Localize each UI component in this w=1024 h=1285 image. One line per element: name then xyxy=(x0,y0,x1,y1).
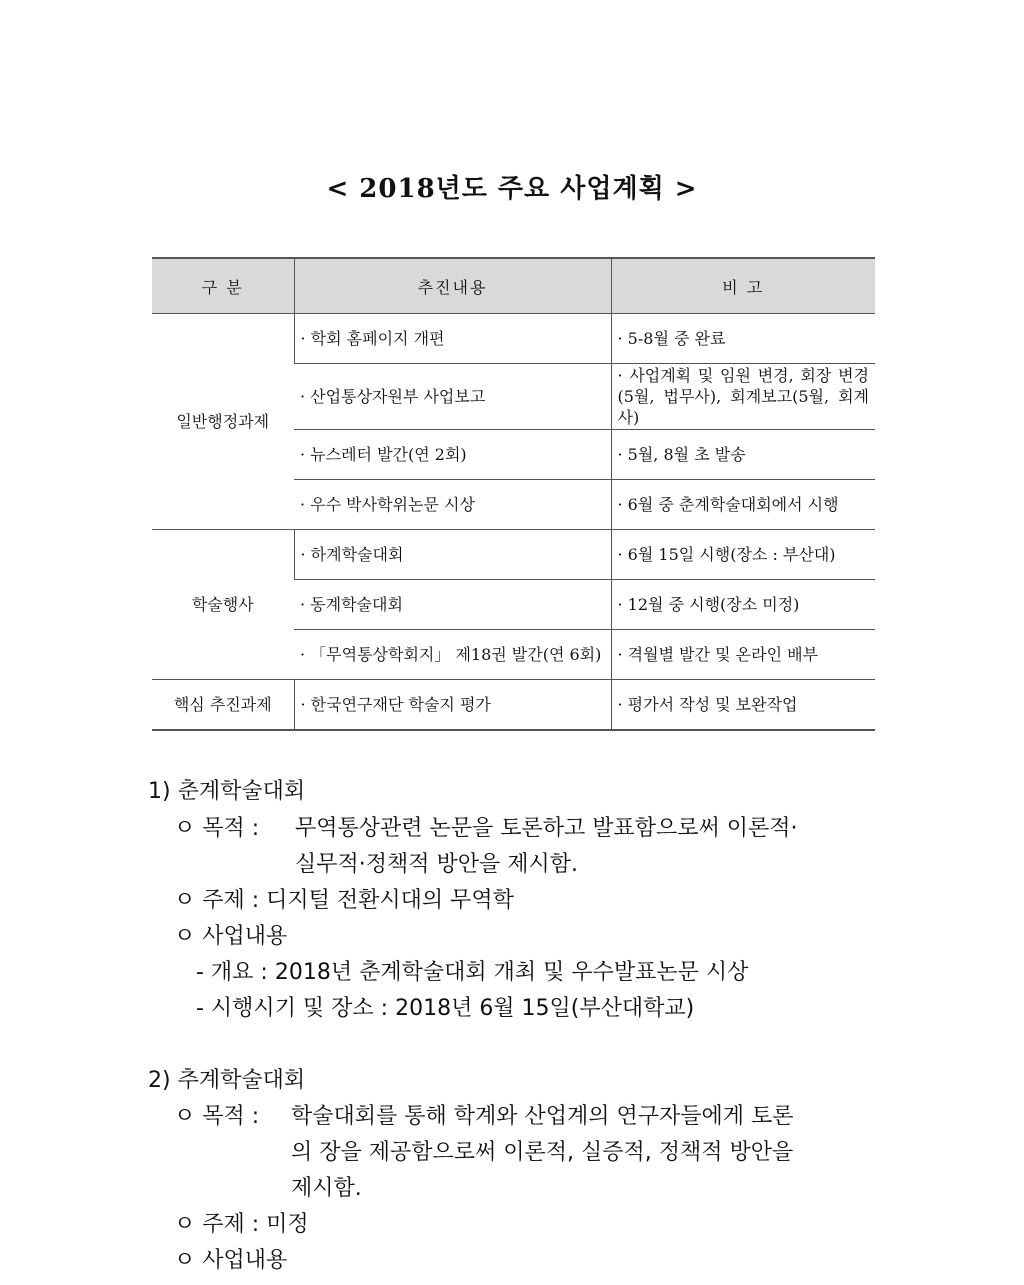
table-header-row xyxy=(152,258,875,314)
header-note: 비 고 xyxy=(611,258,875,314)
note-cell: · 6월 중 춘계학술대회에서 시행 xyxy=(611,480,875,530)
business-item: - 시행시기 및 장소 : 2018년 6월 15일(부산대학교) xyxy=(196,996,695,1021)
business-heading: ㅇ 사업내용 xyxy=(174,1248,288,1273)
note-cell: · 6월 15일 시행(장소 : 부산대) xyxy=(611,530,875,580)
table-row xyxy=(152,314,875,364)
purpose-text: 제시함. xyxy=(291,1176,362,1201)
content-cell: · 「무역통상학회지」 제18권 발간(연 6회) xyxy=(294,630,611,680)
category-cell: 학술행사 xyxy=(152,530,294,680)
content-cell: · 산업통상자원부 사업보고 xyxy=(294,364,611,430)
purpose-text: 학술대회를 통해 학계와 산업계의 연구자들에게 토론 xyxy=(291,1104,794,1129)
table-row xyxy=(152,530,875,580)
content-cell: · 하계학술대회 xyxy=(294,530,611,580)
purpose-label: ㅇ 목적 : xyxy=(174,816,260,841)
business-heading: ㅇ 사업내용 xyxy=(174,924,288,949)
business-item: - 개요 : 2018년 춘계학술대회 개최 및 우수발표논문 시상 xyxy=(196,960,749,985)
table-row xyxy=(152,680,875,730)
category-cell: 일반행정과제 xyxy=(152,314,294,530)
content-cell: · 한국연구재단 학술지 평가 xyxy=(294,680,611,730)
purpose-text: 무역통상관련 논문을 토론하고 발표함으로써 이론적· xyxy=(295,816,798,841)
header-content: 추진내용 xyxy=(294,258,611,314)
content-cell: · 동계학술대회 xyxy=(294,580,611,630)
theme-text: ㅇ 주제 : 디지털 전환시대의 무역학 xyxy=(174,888,514,913)
purpose-text: 실무적·정책적 방안을 제시함. xyxy=(295,852,578,877)
category-cell: 핵심 추진과제 xyxy=(152,680,294,730)
purpose-label: ㅇ 목적 : xyxy=(174,1104,260,1129)
note-cell: · 12월 중 시행(장소 미정) xyxy=(611,580,875,630)
content-cell: · 학회 홈페이지 개편 xyxy=(294,314,611,364)
document-title: < 2018년도 주요 사업계획 > xyxy=(326,174,698,204)
note-cell: · 평가서 작성 및 보완작업 xyxy=(611,680,875,730)
section-heading: 1) 춘계학술대회 xyxy=(148,779,306,804)
note-cell: · 격월별 발간 및 온라인 배부 xyxy=(611,630,875,680)
note-cell: · 5월, 8월 초 발송 xyxy=(611,430,875,480)
section-heading: 2) 추계학술대회 xyxy=(148,1068,306,1093)
note-cell: · 사업계획 및 임원 변경, 회장 변경(5월, 법무사), 회계보고(5월, 회계사) xyxy=(611,364,875,430)
content-cell: · 우수 박사학위논문 시상 xyxy=(294,480,611,530)
header-category: 구 분 xyxy=(152,258,294,314)
business-plan-table xyxy=(152,257,875,731)
content-cell: · 뉴스레터 발간(연 2회) xyxy=(294,430,611,480)
purpose-text: 의 장을 제공함으로써 이론적, 실증적, 정책적 방안을 xyxy=(291,1140,794,1165)
note-cell: · 5-8월 중 완료 xyxy=(611,314,875,364)
theme-text: ㅇ 주제 : 미정 xyxy=(174,1212,309,1237)
